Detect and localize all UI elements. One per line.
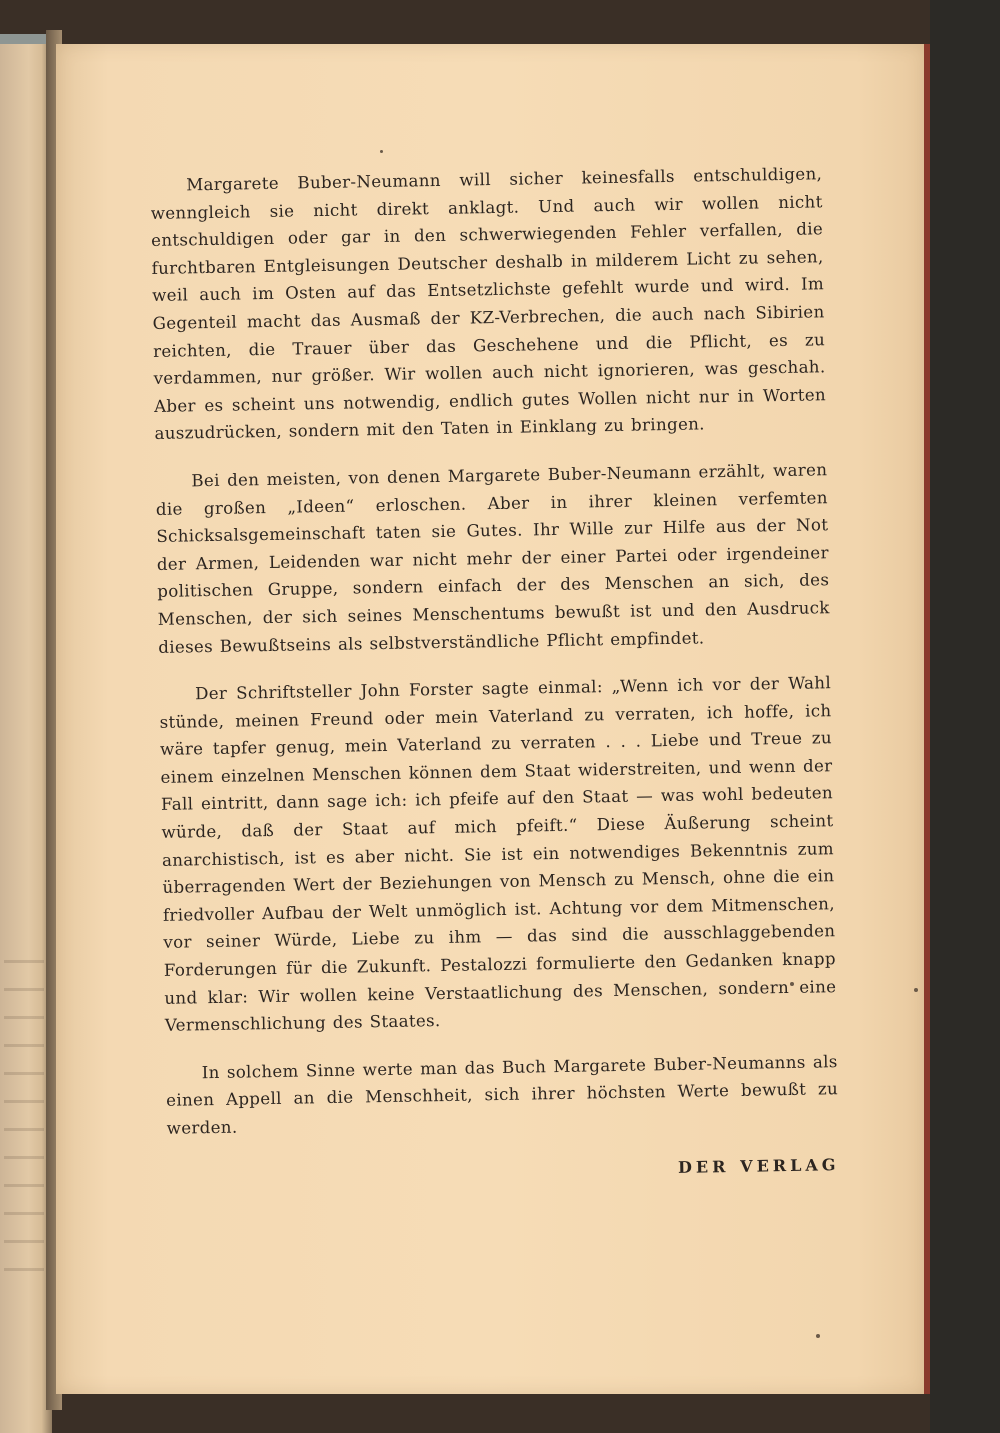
paragraph-1: Margarete Buber-Neumann will sicher keinesfalls entschuldigen, wenngleich sie nicht direkt anklagt. Und auch wir wollen nicht entschuldigen oder gar in den schwerwiegenden Fehler verfallen, die furchtbaren Entgleisungen Deutscher deshalb in milderem Licht zu sehen, weil auch im Osten auf das Entsetzlichste gefehlt wurde und wird. Im Gegenteil macht das Ausmaß der KZ-Verbrechen, die auch nach Sibirien reichten, die Trauer über das Geschehene und die Pflicht, es zu verdammen, nur größer. Wir wollen auch nicht ignorieren, was geschah. Aber es scheint uns notwendig, endlich gutes Wollen nicht nur in Worten auszudrücken, sondern mit den Taten in Einklang zu bringen. — [150, 164, 827, 444]
scan-background — [930, 0, 1000, 1433]
paragraph-3: Der Schriftsteller John Forster sagte einmal: „Wenn ich vor der Wahl stünde, meinen Freund oder mein Vaterland zu verraten, ich hoffe, ich wäre tapfer genug, mein Vaterland zu verraten . . . Liebe und Treue zu einem einzelnen Menschen können dem Staat widerstreiten, und wenn der Fall eintritt, dann sage ich: ich pfeife auf den Staat — was wohl bedeuten würde, daß der Staat auf mich pfeift.“ Diese Äußerung scheint anarchistisch, ist es aber nicht. Sie ist ein notwendiges Bekenntnis zum überragenden Wert der Beziehungen von Mensch zu Mensch, ohne die ein friedvoller Aufbau der Welt unmöglich ist. Achtung vor dem Mitmenschen, vor seiner Würde, Liebe zu ihm — das sind die ausschlaggebenden Forderungen für die Zukunft. Pestalozzi formulierte den Gedanken knapp und klar: Wir wollen keine Verstaatlichung des Menschen, sondern eine Vermenschlichung des Staates. — [159, 673, 837, 1036]
left-page-edge — [0, 34, 52, 44]
paragraph-4: In solchem Sinne werte man das Buch Margarete Buber-Neumanns als einen Appell an die Menschheit, sich ihrer höchsten Werte bewußt zu werden. — [166, 1051, 839, 1138]
page-text — [150, 160, 840, 1190]
paper-speck — [380, 150, 383, 153]
left-page-bleedthrough — [4, 960, 44, 1280]
paper-speck — [816, 1334, 820, 1338]
paragraph-2: Bei den meisten, von denen Margarete Buber-Neumann erzählt, waren die großen „Ideen“ erloschen. Aber in ihrer kleinen verfemten Schicksalsgemeinschaft taten sie Gutes. Ihr Wille zur Hilfe aus der Not der Armen, Leidenden war nicht mehr der einer Partei oder irgendeiner politischen Gruppe, sondern einfach der des Menschen an sich, des Menschen, der sich seines Menschentums bewußt ist und den Ausdruck dieses Bewußtseins als selbstverständliche Pflicht empfindet. — [155, 460, 830, 657]
paper-speck — [914, 988, 918, 992]
publisher-signature: DER VERLAG — [677, 1154, 840, 1177]
